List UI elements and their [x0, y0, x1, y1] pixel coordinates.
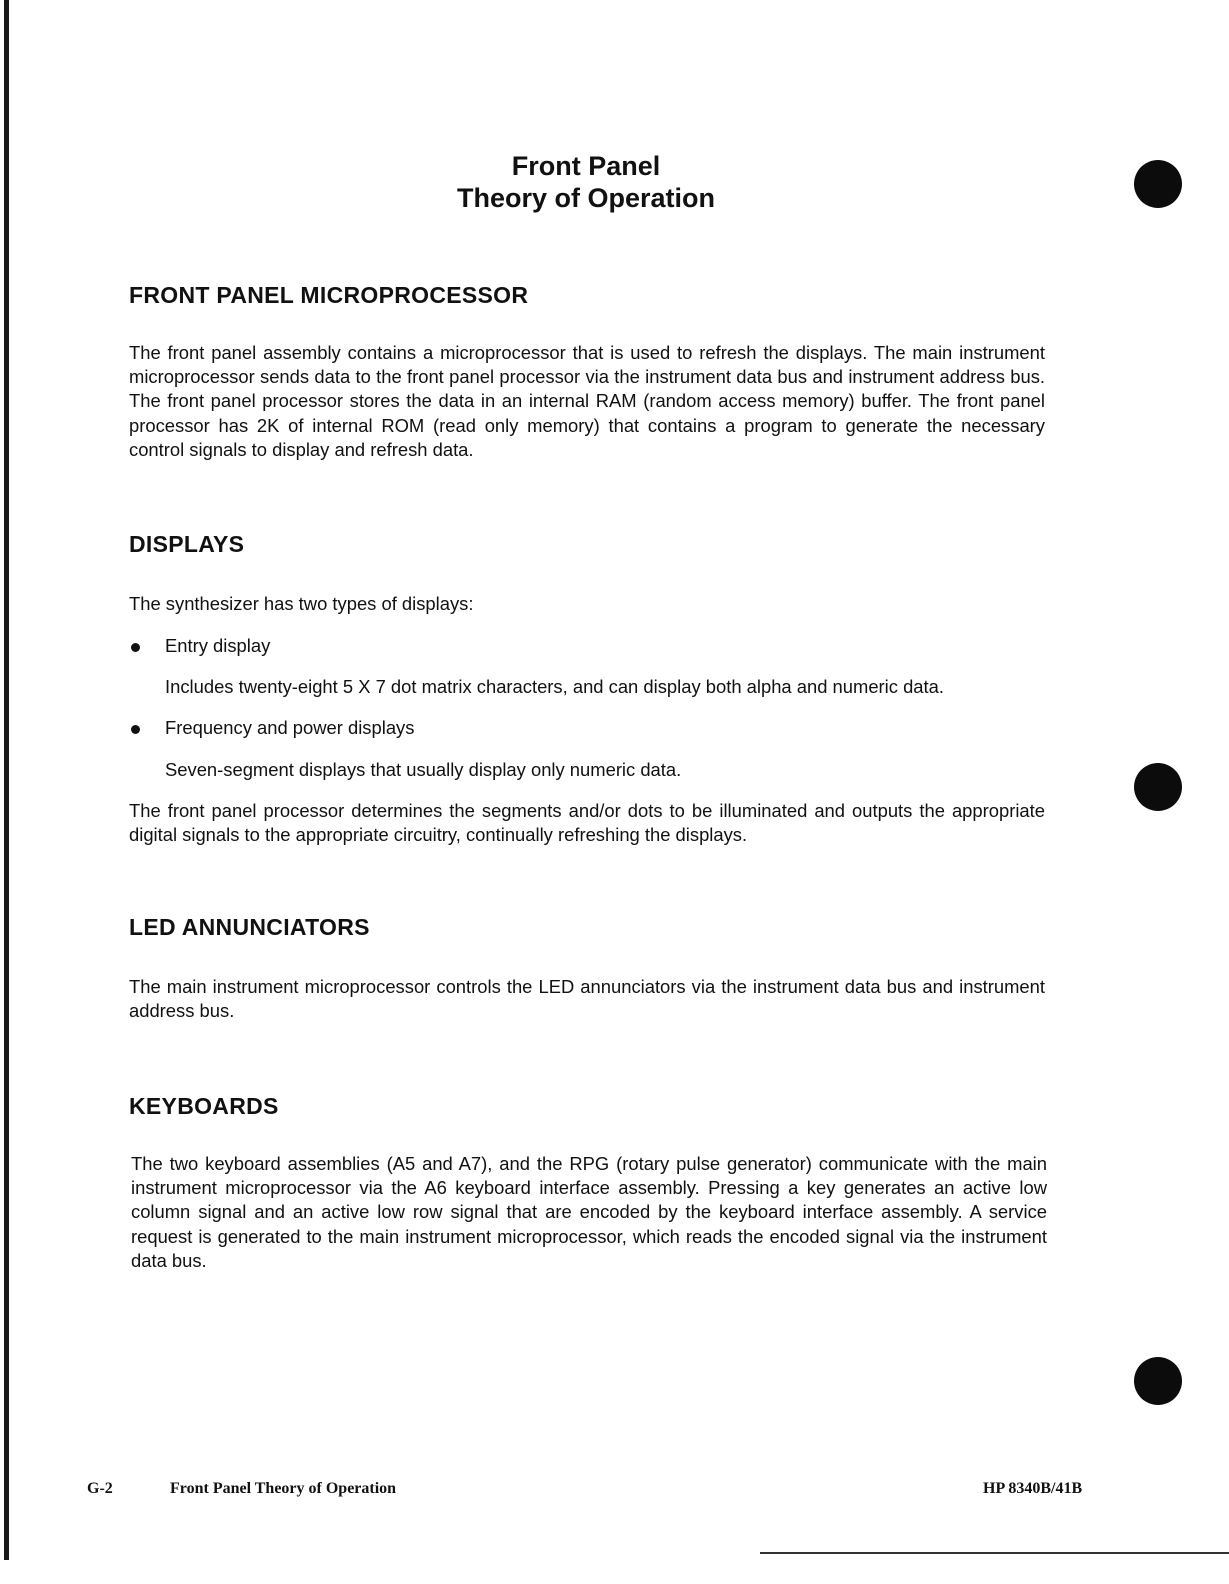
binder-hole-bottom	[1134, 1357, 1182, 1405]
heading-displays: DISPLAYS	[129, 531, 245, 557]
page-edge-rule	[4, 0, 9, 1560]
list-item-label: Frequency and power displays	[165, 717, 415, 738]
binder-hole-top	[1134, 160, 1182, 208]
heading-front-panel-microprocessor: FRONT PANEL MICROPROCESSOR	[129, 282, 529, 308]
paragraph-displays-closing: The front panel processor determines the segments and/or dots to be illuminated and outputs the appropriate digital signals to the appropriate circuitry, continually refreshing the displays.	[129, 800, 1045, 846]
binder-hole-middle	[1134, 763, 1182, 811]
heading-keyboards: KEYBOARDS	[129, 1093, 279, 1119]
list-item-description: Seven-segment displays that usually display only numeric data.	[165, 759, 682, 780]
bullet-icon	[131, 725, 140, 734]
bullet-icon	[131, 643, 140, 652]
footer-page-number: G-2	[87, 1480, 113, 1497]
footer-rule	[760, 1552, 1229, 1554]
page-title-line-1: Front Panel	[511, 151, 661, 181]
list-item-description: Includes twenty-eight 5 X 7 dot matrix characters, and can display both alpha and numeric data.	[165, 676, 944, 697]
paragraph-keyboards: The two keyboard assemblies (A5 and A7), and the RPG (rotary pulse generator) communicate with the main instrument microprocessor via the A6 keyboard interface assembly. Pressing a key generates an active low column signal and an active low row signal that are encoded by the keyboard interface assembly. A service request is generated to the main instrument microprocessor, which reads the encoded signal via the instrument data bus.	[131, 1153, 1047, 1271]
list-item-label: Entry display	[165, 635, 271, 656]
paragraph-front-panel-microprocessor: The front panel assembly contains a microprocessor that is used to refresh the displays. The main instrument microprocessor sends data to the front panel processor via the instrument data bus and instrument address bus. The front panel processor stores the data in an internal RAM (random access memory) buffer. The front panel processor has 2K of internal ROM (read only memory) that contains a program to generate the necessary control signals to display and refresh data.	[129, 342, 1045, 460]
paragraph-led-annunciators: The main instrument microprocessor controls the LED annunciators via the instrument data bus and instrument address bus.	[129, 976, 1045, 1022]
footer-model-number: HP 8340B/41B	[983, 1480, 1083, 1497]
page-title-line-2: Theory of Operation	[456, 183, 716, 213]
paragraph-displays-intro: The synthesizer has two types of displays:	[129, 593, 474, 614]
page-title	[380, 150, 792, 214]
heading-led-annunciators: LED ANNUNCIATORS	[129, 914, 370, 940]
footer-chapter-title: Front Panel Theory of Operation	[170, 1480, 397, 1497]
